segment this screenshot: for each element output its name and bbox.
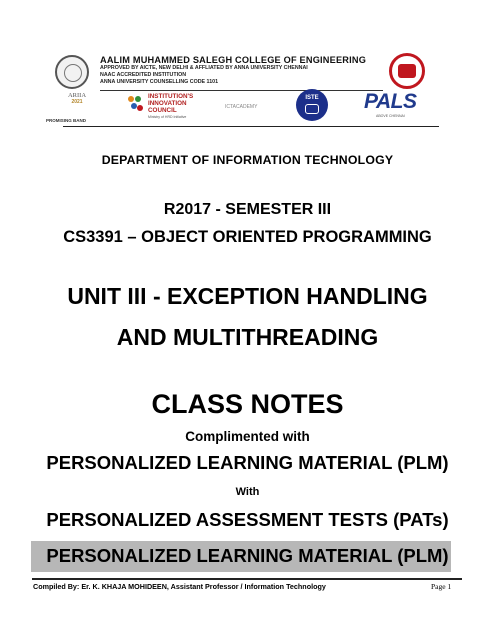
complimented-with-text: Complimented with	[185, 429, 310, 444]
right-crest-logo	[389, 53, 425, 89]
ict-academy-logo	[225, 98, 275, 114]
department-title: DEPARTMENT OF INFORMATION TECHNOLOGY	[101, 153, 394, 167]
ariia-year: 2021	[71, 99, 83, 105]
iste-text: ISTE	[305, 95, 319, 101]
footer-rule	[32, 578, 462, 580]
pals-logo	[364, 90, 424, 120]
iic-logo	[128, 94, 218, 120]
college-approval-line: APPROVED BY AICTE, NEW DELHI & AFFLIATED BY ANNA UNIVERSITY CHENNAI	[100, 65, 308, 71]
regulation-semester: R2017 - SEMESTER III	[163, 201, 332, 218]
header-bottom-rule	[63, 126, 439, 127]
ict-text: ICTACADEMY	[225, 104, 258, 110]
iic-text: INSTITUTION'S INNOVATION COUNCIL	[148, 93, 194, 114]
ariia-caption: PROMISING BAND	[46, 118, 87, 123]
college-emblem-logo	[55, 55, 89, 89]
college-header	[100, 55, 385, 86]
pat-heading: PERSONALIZED ASSESSMENT TESTS (PATs)	[46, 509, 449, 530]
iste-emblem-icon	[305, 104, 319, 114]
iste-logo	[296, 89, 328, 121]
pals-text: PALS	[364, 90, 417, 113]
class-notes-heading: CLASS NOTES	[151, 389, 344, 419]
college-naac-line: NAAC ACCREDITED INSTITUTION	[100, 72, 187, 78]
footer-compiled-by: Compiled By: Er. K. KHAJA MOHIDEEN, Assistant Professor / Information Technology	[33, 582, 326, 591]
page-number: Page 1	[431, 582, 452, 591]
iic-caption: Ministry of HRD Initiative	[148, 115, 187, 119]
pals-caption: ABOVE CHENNAI	[376, 114, 405, 118]
plm-heading: PERSONALIZED LEARNING MATERIAL (PLM)	[46, 452, 449, 473]
with-text: With	[235, 486, 260, 498]
college-name: AALIM MUHAMMED SALEGH COLLEGE OF ENGINEERING	[100, 55, 367, 65]
header-divider	[100, 90, 383, 91]
iic-mark-icon	[128, 96, 144, 116]
unit-title-line1: UNIT III - EXCEPTION HANDLING	[67, 283, 428, 309]
ariia-logo	[58, 92, 96, 120]
plm-banner-text: PERSONALIZED LEARNING MATERIAL (PLM)	[46, 545, 449, 566]
college-code-line: ANNA UNIVERSITY COUNSELLING CODE 1101	[100, 79, 219, 85]
ariia-text: ARIIA	[67, 92, 87, 99]
course-title: CS3391 – OBJECT ORIENTED PROGRAMMING	[63, 228, 432, 246]
unit-title-line2: AND MULTITHREADING	[116, 324, 379, 350]
